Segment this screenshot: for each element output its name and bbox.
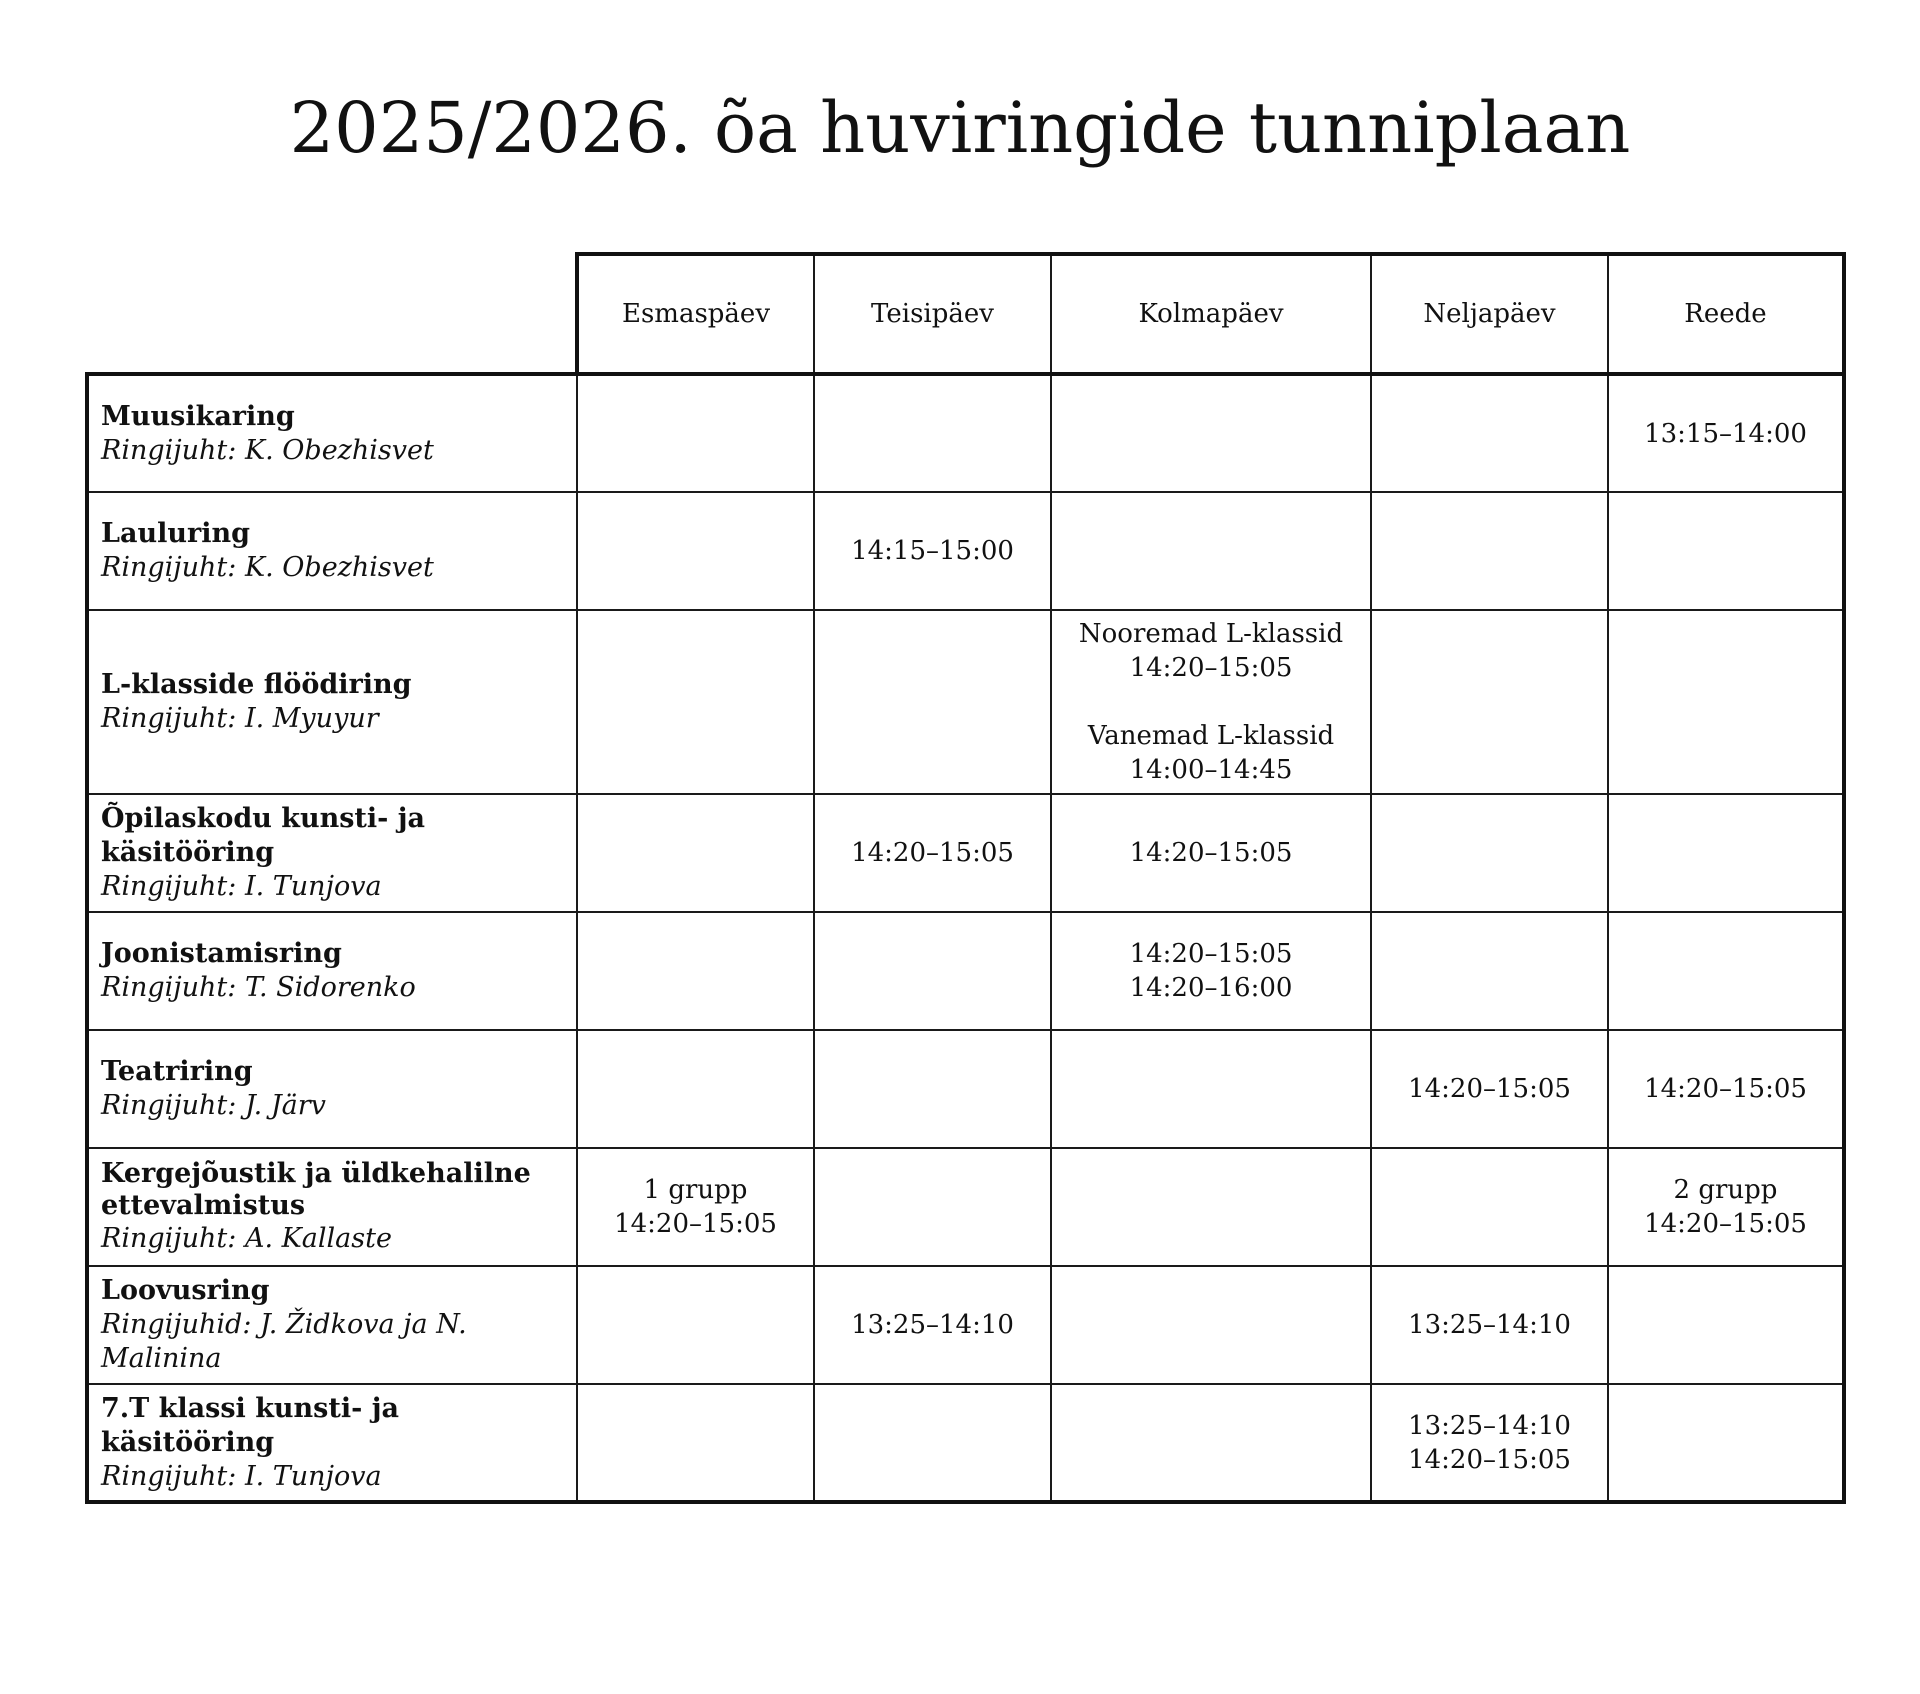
slot-cell-tuesday bbox=[814, 1266, 1051, 1384]
club-leader: Ringijuht: A. Kallaste bbox=[101, 1223, 392, 1254]
club-name: Muusikaring bbox=[101, 400, 295, 432]
slot-time: 14:20–15:05 bbox=[1129, 838, 1293, 868]
slot-time: 13:25–14:10 bbox=[851, 1310, 1014, 1340]
slot-cell-tuesday bbox=[814, 610, 1051, 794]
slot-time: 14:20–15:05 bbox=[614, 1209, 777, 1239]
slot-time: 14:20–15:05 bbox=[1408, 1074, 1571, 1104]
club-leader: Ringijuht: I. Tunjova bbox=[101, 1460, 382, 1492]
slot-time: 13:25–14:10 bbox=[1408, 1310, 1571, 1340]
slot-group-label: Vanemad L-klassid bbox=[1087, 721, 1335, 751]
club-name: Kergejõustik ja üldkehalilne ettevalmistus bbox=[101, 1158, 531, 1221]
slot-cell-wednesday bbox=[1051, 1266, 1371, 1384]
slot-cell-thursday bbox=[1371, 1266, 1608, 1384]
club-leader: Ringijuht: K. Obezhisvet bbox=[101, 434, 434, 466]
club-name: 7.T klassi kunsti- ja käsitööring bbox=[101, 1392, 399, 1458]
slot-time: 14:20–16:00 bbox=[1129, 973, 1293, 1003]
day-header-monday: Esmaspäev bbox=[577, 254, 814, 374]
slot-time: 14:20–15:05 bbox=[1408, 1444, 1571, 1475]
slot-cell-friday bbox=[1608, 1384, 1844, 1502]
table-row bbox=[87, 1266, 1844, 1384]
slot-cell-thursday bbox=[1371, 912, 1608, 1030]
slot-cell-wednesday bbox=[1051, 610, 1371, 794]
slot-cell-tuesday bbox=[814, 492, 1051, 610]
slot-time: 14:20–15:05 bbox=[851, 838, 1014, 868]
club-leader: Ringijuhid: J. Židkova ja N. Malinina bbox=[101, 1309, 467, 1374]
slot-time: 14:00–14:45 bbox=[1129, 755, 1293, 785]
corner-cell bbox=[87, 254, 577, 374]
slot-cell-thursday bbox=[1371, 794, 1608, 912]
slot-time: 14:20–15:05 bbox=[1129, 653, 1293, 683]
slot-cell-friday bbox=[1608, 912, 1844, 1030]
slot-cell-wednesday bbox=[1051, 1030, 1371, 1148]
slot-cell-friday bbox=[1608, 1266, 1844, 1384]
slot-cell-monday bbox=[577, 1384, 814, 1502]
slot-cell-monday bbox=[577, 1148, 814, 1266]
slot-cell-tuesday bbox=[814, 1384, 1051, 1502]
slot-cell-friday bbox=[1608, 1148, 1844, 1266]
day-header-tuesday: Teisipäev bbox=[814, 254, 1051, 374]
slot-cell-monday bbox=[577, 794, 814, 912]
club-cell bbox=[87, 610, 577, 794]
club-leader: Ringijuht: I. Tunjova bbox=[101, 871, 382, 902]
club-name: L-klasside flöödiring bbox=[101, 669, 412, 700]
slot-time: 14:15–15:00 bbox=[851, 536, 1014, 566]
slot-cell-tuesday bbox=[814, 912, 1051, 1030]
day-header-wednesday: Kolmapäev bbox=[1051, 254, 1371, 374]
table-row bbox=[87, 912, 1844, 1030]
slot-cell-tuesday bbox=[814, 794, 1051, 912]
club-leader: Ringijuht: I. Myuyur bbox=[101, 703, 379, 734]
day-header-friday: Reede bbox=[1608, 254, 1844, 374]
slot-time: 14:20–15:05 bbox=[1644, 1209, 1807, 1239]
club-cell bbox=[87, 794, 577, 912]
slot-cell-thursday bbox=[1371, 374, 1608, 492]
slot-cell-friday bbox=[1608, 1030, 1844, 1148]
slot-cell-monday bbox=[577, 912, 814, 1030]
slot-cell-tuesday bbox=[814, 374, 1051, 492]
table-row bbox=[87, 1030, 1844, 1148]
slot-cell-monday bbox=[577, 1030, 814, 1148]
table-row bbox=[87, 1384, 1844, 1502]
club-cell bbox=[87, 374, 577, 492]
slot-cell-thursday bbox=[1371, 610, 1608, 794]
slot-cell-monday bbox=[577, 1266, 814, 1384]
slot-cell-wednesday bbox=[1051, 794, 1371, 912]
slot-time: 13:15–14:00 bbox=[1644, 418, 1807, 449]
club-name: Lauluring bbox=[101, 518, 250, 549]
club-cell bbox=[87, 1030, 577, 1148]
slot-cell-friday bbox=[1608, 610, 1844, 794]
slot-time: 14:20–15:05 bbox=[1129, 939, 1293, 969]
slot-cell-monday bbox=[577, 374, 814, 492]
page-title: 2025/2026. õa huviringide tunniplaan bbox=[289, 87, 1631, 169]
table-row bbox=[87, 492, 1844, 610]
slot-cell-tuesday bbox=[814, 1030, 1051, 1148]
slot-cell-wednesday bbox=[1051, 912, 1371, 1030]
slot-cell-monday bbox=[577, 610, 814, 794]
table-row bbox=[87, 794, 1844, 912]
slot-cell-wednesday bbox=[1051, 492, 1371, 610]
club-name: Õpilaskodu kunsti- ja käsitööring bbox=[101, 803, 425, 868]
slot-cell-tuesday bbox=[814, 1148, 1051, 1266]
slot-group-label: Nooremad L-klassid bbox=[1078, 619, 1344, 649]
club-name: Teatriring bbox=[101, 1056, 253, 1087]
slot-group-label: 1 grupp bbox=[643, 1175, 748, 1205]
club-cell bbox=[87, 1384, 577, 1502]
slot-cell-thursday bbox=[1371, 1030, 1608, 1148]
day-header-thursday: Neljapäev bbox=[1371, 254, 1608, 374]
slot-cell-wednesday bbox=[1051, 374, 1371, 492]
slot-cell-friday bbox=[1608, 492, 1844, 610]
club-name: Joonistamisring bbox=[101, 938, 342, 969]
slot-cell-friday bbox=[1608, 794, 1844, 912]
table-row bbox=[87, 610, 1844, 794]
slot-cell-thursday bbox=[1371, 1384, 1608, 1502]
club-cell bbox=[87, 1148, 577, 1266]
club-cell bbox=[87, 1266, 577, 1384]
club-leader: Ringijuht: J. Järv bbox=[101, 1090, 326, 1121]
slot-cell-wednesday bbox=[1051, 1384, 1371, 1502]
schedule-table bbox=[85, 252, 1846, 1504]
table-row bbox=[87, 1148, 1844, 1266]
club-cell bbox=[87, 912, 577, 1030]
club-leader: Ringijuht: K. Obezhisvet bbox=[101, 552, 434, 583]
table-row bbox=[87, 374, 1844, 492]
slot-cell-friday bbox=[1608, 374, 1844, 492]
slot-cell-thursday bbox=[1371, 1148, 1608, 1266]
slot-cell-wednesday bbox=[1051, 1148, 1371, 1266]
club-leader: Ringijuht: T. Sidorenko bbox=[101, 972, 416, 1003]
slot-spacer bbox=[1052, 685, 1370, 719]
slot-cell-thursday bbox=[1371, 492, 1608, 610]
header-row bbox=[87, 254, 1844, 374]
club-cell bbox=[87, 492, 577, 610]
slot-time: 13:25–14:10 bbox=[1408, 1410, 1571, 1441]
slot-time: 14:20–15:05 bbox=[1644, 1074, 1807, 1104]
slot-cell-monday bbox=[577, 492, 814, 610]
club-name: Loovusring bbox=[101, 1275, 270, 1306]
slot-group-label: 2 grupp bbox=[1673, 1175, 1778, 1205]
